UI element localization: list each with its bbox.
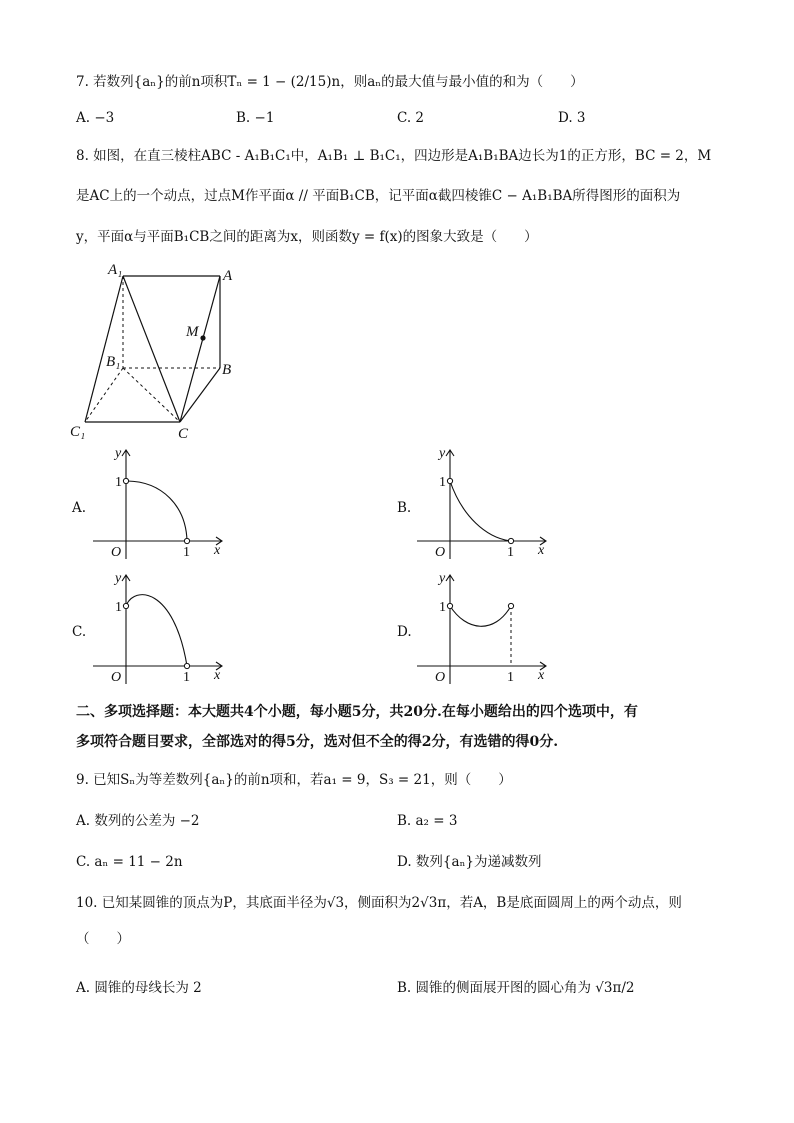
graph-b-x-one: 1 [507, 545, 514, 560]
label-a: A [223, 268, 233, 284]
graph-d-y-label: y [439, 571, 446, 586]
graph-d-origin: O [435, 670, 446, 685]
graph-c-x-one: 1 [183, 670, 190, 685]
question-10-line-2: （ ） [76, 931, 130, 947]
label-c: C [178, 426, 189, 442]
label-b: B [222, 362, 232, 378]
graph-b-y-label: y [439, 446, 446, 461]
question-7-option-b: B. −1 [236, 110, 275, 126]
graph-b-origin: O [435, 545, 446, 560]
question-7-stem: 7. 若数列{aₙ}的前n项积Tₙ = 1 − (2/15)n，则aₙ的最大值与最小值的和为（ ） [76, 74, 584, 90]
question-9-option-b: B. a₂ = 3 [397, 813, 458, 829]
graph-a-x-one: 1 [183, 545, 190, 560]
graph-d-x-one: 1 [507, 670, 514, 685]
question-8-line-1: 8. 如图，在直三棱柱ABC - A₁B₁C₁中，A₁B₁ ⊥ B₁C₁，四边形是A₁B₁BA边长为1的正方形，BC = 2，M [76, 148, 712, 164]
prism-figure [60, 258, 250, 448]
graph-d-label: D. [397, 624, 412, 640]
graph-b-x-label: x [538, 543, 545, 558]
graph-d-x-label: x [538, 668, 545, 683]
label-a1: A₁ [108, 262, 123, 278]
graph-b [414, 444, 554, 564]
graph-a-y-label: y [115, 446, 122, 461]
question-9-stem: 9. 已知Sₙ为等差数列{aₙ}的前n项和，若a₁ = 9，S₃ = 21，则（ ） [76, 772, 512, 788]
graph-b-label: B. [397, 500, 412, 516]
question-9-option-d: D. 数列{aₙ}为递减数列 [397, 854, 542, 870]
question-10-option-b: B. 圆锥的侧面展开图的圆心角为 √3π/2 [397, 980, 635, 996]
question-10-option-a: A. 圆锥的母线长为 2 [76, 980, 202, 996]
graph-c-origin: O [111, 670, 122, 685]
question-8-line-2: 是AC上的一个动点，过点M作平面α // 平面B₁CB，记平面α截四棱锥C − A₁B₁BA所得图形的面积为 [76, 188, 681, 204]
section-2-heading-line-2: 多项符合题目要求，全部选对的得5分，选对但不全的得2分，有选错的得0分. [76, 734, 559, 750]
question-9-option-a: A. 数列的公差为 −2 [76, 813, 200, 829]
graph-c-y-label: y [115, 571, 122, 586]
graph-d-y-one: 1 [439, 600, 446, 615]
section-2-heading-line-1: 二、多项选择题：本大题共4个小题，每小题5分，共20分.在每小题给出的四个选项中，有 [76, 704, 638, 720]
point-m [200, 335, 205, 340]
graph-a [90, 444, 230, 564]
label-c1: C₁ [70, 424, 86, 440]
question-9-option-c: C. aₙ = 11 − 2n [76, 854, 183, 870]
question-7-option-d: D. 3 [558, 110, 586, 126]
question-7-option-a: A. −3 [76, 110, 115, 126]
graph-a-label: A. [72, 500, 87, 516]
question-10-line-1: 10. 已知某圆锥的顶点为P，其底面半径为√3，侧面积为2√3π，若A，B是底面圆周上的两个动点，则 [76, 895, 682, 911]
graph-a-x-label: x [214, 543, 221, 558]
label-m: M [186, 324, 199, 340]
graph-c-y-one: 1 [115, 600, 122, 615]
question-8-line-3: y，平面α与平面B₁CB之间的距离为x，则函数y = f(x)的图象大致是（ ） [76, 229, 538, 245]
graph-b-y-one: 1 [439, 475, 446, 490]
graph-c-label: C. [72, 624, 87, 640]
question-7-option-c: C. 2 [397, 110, 425, 126]
graph-a-y-one: 1 [115, 475, 122, 490]
graph-c [90, 569, 230, 689]
graph-d [414, 569, 554, 689]
graph-a-origin: O [111, 545, 122, 560]
graph-c-x-label: x [214, 668, 221, 683]
label-b1: B₁ [106, 354, 121, 370]
